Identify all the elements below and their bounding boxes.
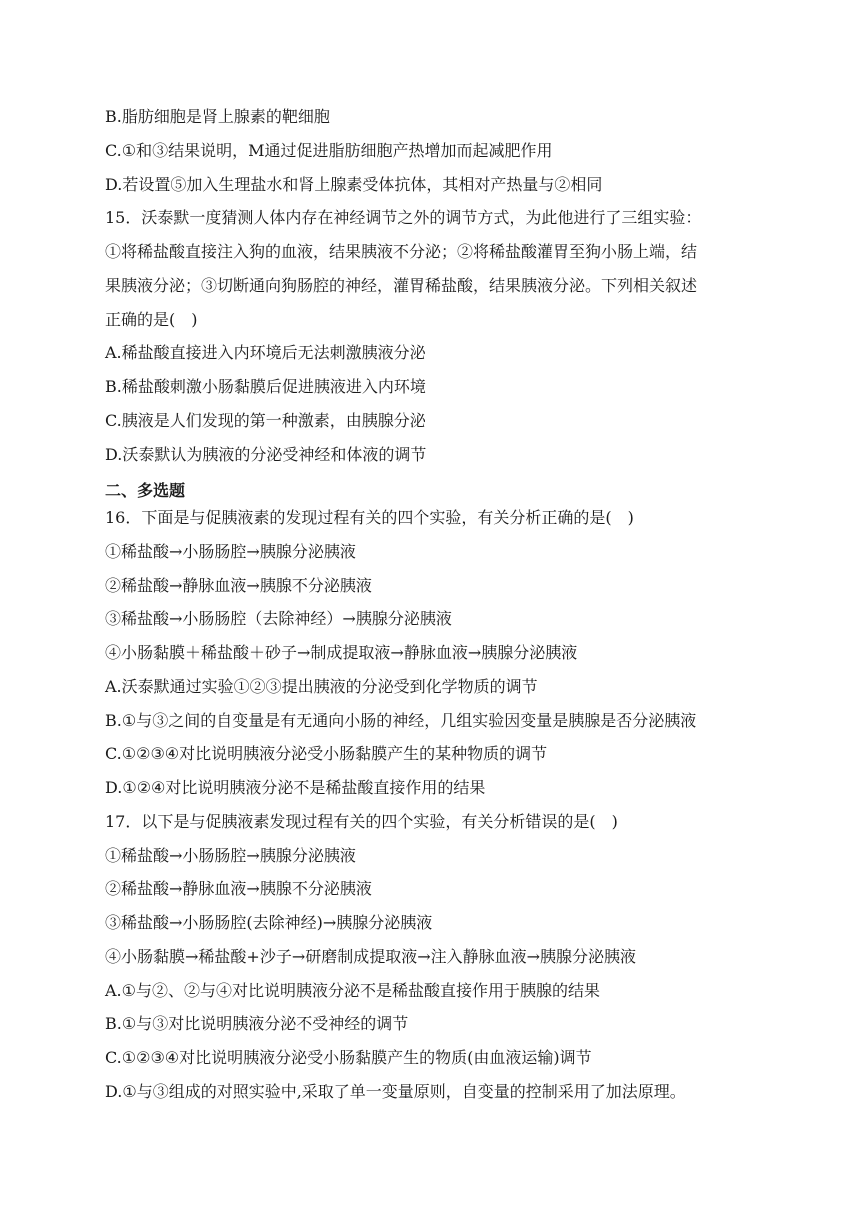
q15-stem-line-3: 果胰液分泌；③切断通向狗肠腔的神经，灌胃稀盐酸，结果胰液分泌。下列相关叙述 <box>105 276 698 295</box>
q15-option-b: B.稀盐酸刺激小肠黏膜后促进胰液进入内环境 <box>105 377 426 396</box>
q17-option-a: A.①与②、②与④对比说明胰液分泌不是稀盐酸直接作用于胰腺的结果 <box>105 981 600 1000</box>
q17-experiment-1: ①稀盐酸→小肠肠腔→胰腺分泌胰液 <box>105 846 356 865</box>
q15-option-a: A.稀盐酸直接进入内环境后无法刺激胰液分泌 <box>105 343 426 362</box>
q17-experiment-3: ③稀盐酸→小肠肠腔(去除神经)→胰腺分泌胰液 <box>105 913 433 932</box>
q15-option-c: C.胰液是人们发现的第一种激素，由胰腺分泌 <box>105 411 426 430</box>
q17-option-d: D.①与③组成的对照实验中,采取了单一变量原则，自变量的控制采用了加法原理。 <box>105 1082 686 1101</box>
q16-option-d: D.①②④对比说明胰液分泌不是稀盐酸直接作用的结果 <box>105 778 486 797</box>
q15-option-d: D.沃泰默认为胰液的分泌受神经和体液的调节 <box>105 445 427 464</box>
q16-experiment-1: ①稀盐酸→小肠肠腔→胰腺分泌胰液 <box>105 542 356 561</box>
q17-experiment-4: ④小肠黏膜→稀盐酸+沙子→研磨制成提取液→注入静脉血液→胰腺分泌胰液 <box>105 947 637 966</box>
q16-experiment-3: ③稀盐酸→小肠肠腔（去除神经）→胰腺分泌胰液 <box>105 609 452 628</box>
q14-option-d: D.若设置⑤加入生理盐水和肾上腺素受体抗体，其相对产热量与②相同 <box>105 175 603 194</box>
q15-stem-line-4: 正确的是( ) <box>105 310 198 329</box>
q14-option-c: C.①和③结果说明，M通过促进脂肪细胞产热增加而起减肥作用 <box>105 141 553 160</box>
q16-experiment-4: ④小肠黏膜＋稀盐酸＋砂子→制成提取液→静脉血液→胰腺分泌胰液 <box>105 643 578 662</box>
section-heading-multi-choice: 二、多选题 <box>105 481 186 500</box>
q15-stem-line-1: 15．沃泰默一度猜测人体内存在神经调节之外的调节方式，为此他进行了三组实验： <box>105 208 702 227</box>
q17-stem: 17．以下是与促胰液素发现过程有关的四个实验，有关分析错误的是( ) <box>105 812 618 831</box>
q14-option-b: B.脂肪细胞是肾上腺素的靶细胞 <box>105 107 330 126</box>
q17-option-b: B.①与③对比说明胰液分泌不受神经的调节 <box>105 1014 409 1033</box>
q16-option-a: A.沃泰默通过实验①②③提出胰液的分泌受到化学物质的调节 <box>105 677 538 696</box>
q16-option-c: C.①②③④对比说明胰液分泌受小肠黏膜产生的某种物质的调节 <box>105 744 548 763</box>
q16-experiment-2: ②稀盐酸→静脉血液→胰腺不分泌胰液 <box>105 576 372 595</box>
q17-option-c: C.①②③④对比说明胰液分泌受小肠黏膜产生的物质(由血液运输)调节 <box>105 1048 592 1067</box>
q16-option-b: B.①与③之间的自变量是有无通向小肠的神经，几组实验因变量是胰腺是否分泌胰液 <box>105 711 697 730</box>
q15-stem-line-2: ①将稀盐酸直接注入狗的血液，结果胰液不分泌；②将稀盐酸灌胃至狗小肠上端，结 <box>105 242 698 261</box>
q16-stem: 16．下面是与促胰液素的发现过程有关的四个实验，有关分析正确的是( ) <box>105 508 634 527</box>
q17-experiment-2: ②稀盐酸→静脉血液→胰腺不分泌胰液 <box>105 879 372 898</box>
